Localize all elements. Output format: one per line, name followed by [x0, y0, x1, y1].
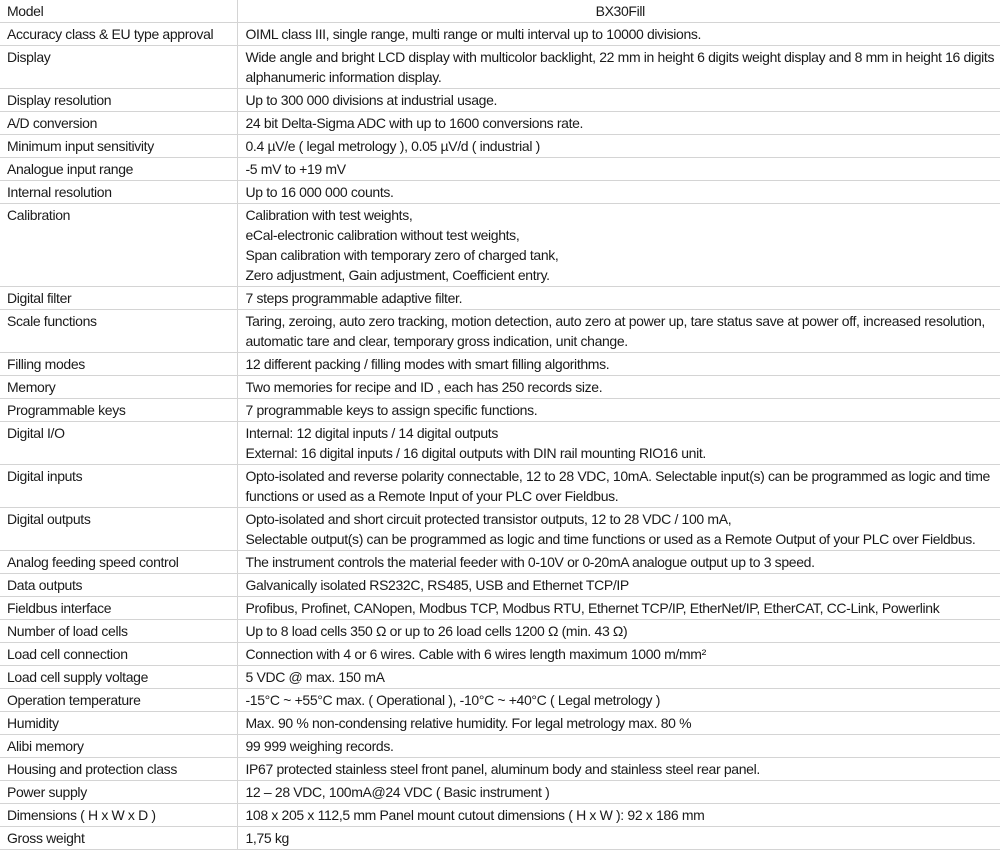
- spec-label: Memory: [0, 376, 237, 399]
- table-row: [0, 181, 1000, 204]
- spec-value-line: The instrument controls the material feeder with 0-10V or 0-20mA analogue output up to 3 speed.: [245, 554, 815, 570]
- spec-value-line: Galvanically isolated RS232C, RS485, USB and Ethernet TCP/IP: [245, 577, 629, 593]
- table-row: [0, 112, 1000, 135]
- spec-label: Display: [0, 46, 237, 89]
- spec-label: Digital filter: [0, 287, 237, 310]
- spec-value-line: Up to 16 000 000 counts.: [245, 184, 394, 200]
- spec-label: Power supply: [0, 781, 237, 804]
- table-row: [0, 158, 1000, 181]
- spec-label: Housing and protection class: [0, 758, 237, 781]
- model-value: BX30Fill: [237, 0, 1000, 23]
- spec-value: [237, 112, 1000, 135]
- spec-value: [237, 353, 1000, 376]
- spec-label: Display resolution: [0, 89, 237, 112]
- spec-value-line: Internal: 12 digital inputs / 14 digital outputs: [245, 425, 498, 441]
- table-row: [0, 574, 1000, 597]
- spec-value-line: 24 bit Delta-Sigma ADC with up to 1600 conversions rate.: [245, 115, 584, 131]
- spec-value-line: OIML class III, single range, multi range or multi interval up to 10000 divisions.: [245, 26, 702, 42]
- spec-label: Filling modes: [0, 353, 237, 376]
- spec-value: [237, 597, 1000, 620]
- table-row: [0, 465, 1000, 508]
- spec-value-line: Profibus, Profinet, CANopen, Modbus TCP, Modbus RTU, Ethernet TCP/IP, EtherNet/IP, EtherCAT, CC-Link, Powerlink: [245, 600, 940, 616]
- spec-label: Operation temperature: [0, 689, 237, 712]
- table-row: [0, 597, 1000, 620]
- table-row: [0, 758, 1000, 781]
- spec-label: Load cell supply voltage: [0, 666, 237, 689]
- spec-label: Analogue input range: [0, 158, 237, 181]
- spec-value: [237, 574, 1000, 597]
- spec-value-line: 108 x 205 x 112,5 mm Panel mount cutout dimensions ( H x W ): 92 x 186 mm: [245, 807, 705, 823]
- spec-value: [237, 758, 1000, 781]
- spec-value-line: Wide angle and bright LCD display with multicolor backlight, 22 mm in height 6 digits weight display and 8 mm in height 16 digits alphanumeric information display.: [245, 49, 995, 85]
- table-row: [0, 804, 1000, 827]
- spec-value-line: 0.4 µV/e ( legal metrology ), 0.05 µV/d ( industrial ): [245, 138, 540, 154]
- spec-value-line: Up to 8 load cells 350 Ω or up to 26 load cells 1200 Ω (min. 43 Ω): [245, 623, 628, 639]
- spec-value: [237, 712, 1000, 735]
- spec-value: [237, 376, 1000, 399]
- table-row: [0, 46, 1000, 89]
- table-row: [0, 781, 1000, 804]
- spec-value: [237, 399, 1000, 422]
- table-row: [0, 422, 1000, 465]
- spec-value: [237, 181, 1000, 204]
- spec-value-line: 12 different packing / filling modes with smart filling algorithms.: [245, 356, 610, 372]
- spec-value-line: 7 steps programmable adaptive filter.: [245, 290, 463, 306]
- spec-label: Analog feeding speed control: [0, 551, 237, 574]
- spec-label: Digital outputs: [0, 508, 237, 551]
- table-row: [0, 376, 1000, 399]
- spec-value: [237, 89, 1000, 112]
- spec-label: Accuracy class & EU type approval: [0, 23, 237, 46]
- spec-label: Programmable keys: [0, 399, 237, 422]
- table-row: [0, 620, 1000, 643]
- spec-label: Alibi memory: [0, 735, 237, 758]
- table-row: [0, 399, 1000, 422]
- spec-value-line: Connection with 4 or 6 wires. Cable with 6 wires length maximum 1000 m/mm²: [245, 646, 706, 662]
- spec-value: [237, 689, 1000, 712]
- table-row: [0, 287, 1000, 310]
- spec-value-line: Two memories for recipe and ID , each has 250 records size.: [245, 379, 603, 395]
- spec-value-line: -15°C ~ +55°C max. ( Operational ), -10°C ~ +40°C ( Legal metrology ): [245, 692, 661, 708]
- spec-label: Humidity: [0, 712, 237, 735]
- spec-value: [237, 735, 1000, 758]
- model-label: Model: [0, 0, 237, 23]
- spec-label: A/D conversion: [0, 112, 237, 135]
- spec-label: Dimensions ( H x W x D ): [0, 804, 237, 827]
- spec-value: [237, 643, 1000, 666]
- specification-rows: [0, 23, 1000, 850]
- spec-label: Minimum input sensitivity: [0, 135, 237, 158]
- table-row: [0, 643, 1000, 666]
- spec-value: [237, 508, 1000, 551]
- spec-value: [237, 158, 1000, 181]
- spec-label: Digital I/O: [0, 422, 237, 465]
- spec-value-line: External: 16 digital inputs / 16 digital outputs with DIN rail mounting RIO16 unit.: [245, 445, 706, 461]
- table-row: [0, 827, 1000, 850]
- spec-value-line: -5 mV to +19 mV: [245, 161, 346, 177]
- spec-value-line: Selectable output(s) can be programmed as logic and time functions or used as a Remote Output of your PLC over Fieldbus.: [245, 531, 976, 547]
- spec-value-line: Zero adjustment, Gain adjustment, Coefficient entry.: [245, 267, 550, 283]
- spec-label: Calibration: [0, 204, 237, 287]
- spec-value: [237, 46, 1000, 89]
- spec-value-line: 99 999 weighing records.: [245, 738, 394, 754]
- spec-value-line: 5 VDC @ max. 150 mA: [245, 669, 385, 685]
- spec-label: Gross weight: [0, 827, 237, 850]
- table-row: [0, 689, 1000, 712]
- spec-value-line: IP67 protected stainless steel front panel, aluminum body and stainless steel rear panel.: [245, 761, 760, 777]
- spec-value-line: Up to 300 000 divisions at industrial usage.: [245, 92, 498, 108]
- spec-value: [237, 135, 1000, 158]
- spec-value-line: eCal-electronic calibration without test weights,: [245, 227, 520, 243]
- spec-value: [237, 287, 1000, 310]
- spec-value-line: Max. 90 % non-condensing relative humidity. For legal metrology max. 80 %: [245, 715, 692, 731]
- table-header-row: [0, 0, 1000, 23]
- table-row: [0, 666, 1000, 689]
- spec-value: [237, 23, 1000, 46]
- table-row: [0, 135, 1000, 158]
- spec-label: Internal resolution: [0, 181, 237, 204]
- spec-value-line: Opto-isolated and short circuit protected transistor outputs, 12 to 28 VDC / 100 mA,: [245, 511, 732, 527]
- spec-value-line: 1,75 kg: [245, 830, 289, 846]
- table-row: [0, 508, 1000, 551]
- spec-value: [237, 620, 1000, 643]
- table-row: [0, 310, 1000, 353]
- spec-value: [237, 465, 1000, 508]
- spec-value: [237, 204, 1000, 287]
- table-row: [0, 712, 1000, 735]
- spec-value: [237, 827, 1000, 850]
- spec-value: [237, 422, 1000, 465]
- spec-label: Data outputs: [0, 574, 237, 597]
- spec-value-line: Calibration with test weights,: [245, 207, 413, 223]
- spec-label: Digital inputs: [0, 465, 237, 508]
- spec-label: Scale functions: [0, 310, 237, 353]
- spec-value-line: 12 – 28 VDC, 100mA@24 VDC ( Basic instrument ): [245, 784, 550, 800]
- spec-value: [237, 551, 1000, 574]
- spec-value-line: 7 programmable keys to assign specific functions.: [245, 402, 538, 418]
- table-row: [0, 353, 1000, 376]
- table-row: [0, 551, 1000, 574]
- spec-label: Number of load cells: [0, 620, 237, 643]
- table-row: [0, 89, 1000, 112]
- spec-label: Load cell connection: [0, 643, 237, 666]
- spec-value-line: Opto-isolated and reverse polarity connectable, 12 to 28 VDC, 10mA. Selectable input(s) can be programmed as logic and time functions or used as a Remote Input of your PLC over Fieldbus.: [245, 468, 990, 504]
- spec-value: [237, 310, 1000, 353]
- table-row: [0, 735, 1000, 758]
- table-row: [0, 204, 1000, 287]
- spec-value-line: Span calibration with temporary zero of charged tank,: [245, 247, 559, 263]
- spec-value: [237, 666, 1000, 689]
- spec-value: [237, 781, 1000, 804]
- spec-value-line: Taring, zeroing, auto zero tracking, motion detection, auto zero at power up, tare status save at power off, increased resolution, automatic tare and clear, temporary gross indication, unit change.: [245, 313, 985, 349]
- table-row: [0, 23, 1000, 46]
- spec-label: Fieldbus interface: [0, 597, 237, 620]
- spec-value: [237, 804, 1000, 827]
